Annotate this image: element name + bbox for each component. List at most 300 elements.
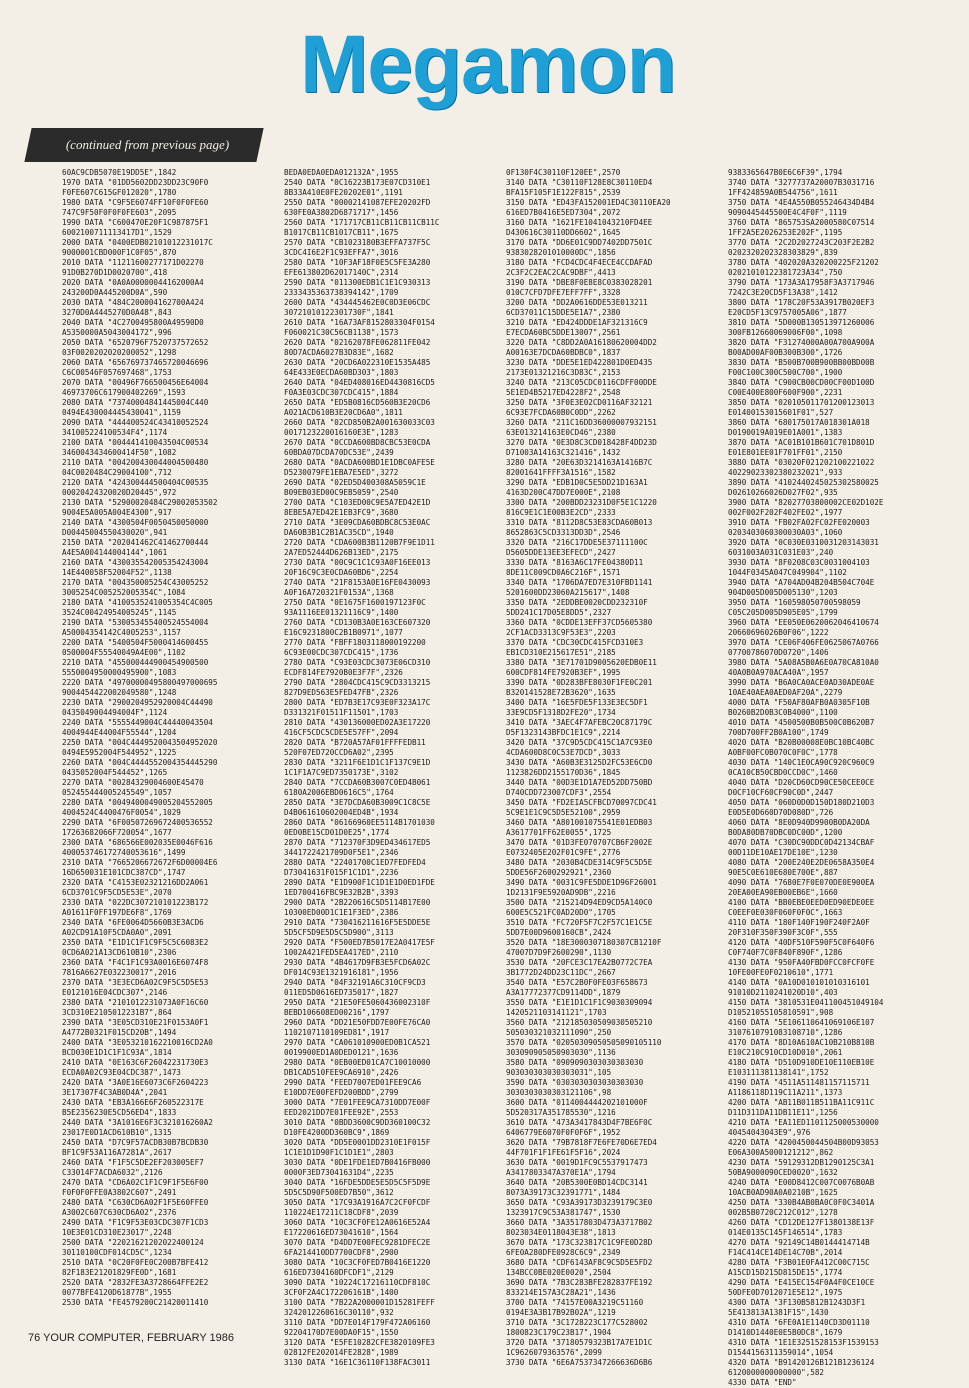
listing-line: 2110 DATA "004200430044004500480 xyxy=(62,458,209,467)
listing-line: 2010 DATA "11211600277171D02270 xyxy=(62,258,204,267)
listing-line: 3940 DATA "A704AD04B204B504C704E xyxy=(728,578,875,587)
listing-line: 50BA9000090CED0020",1632 xyxy=(728,1168,838,1177)
continued-text: (continued from previous page) xyxy=(65,137,230,152)
listing-line: F0A3E03CDC307CDC415",1884 xyxy=(284,388,399,397)
listing-line: D4B061610602004ED4B",1934 xyxy=(284,808,399,817)
listing-line: E17220616ED73041610",1564 xyxy=(284,1228,399,1237)
listing-line: 3870 DATA "AC01B101B601C701D801D xyxy=(728,438,875,447)
listing-line: B1017CB11CB1017CB11",1675 xyxy=(284,228,399,237)
listing-line: 2290 DATA "6F00507269672400536552 xyxy=(62,818,213,827)
listing-line: 616ED7304160DFCDF1",2129 xyxy=(284,1268,394,1277)
listing-line: 00D11DE10AE17DE10E",1230 xyxy=(728,848,838,857)
listing-line: 4160 DATA "5E106110641069106E107 xyxy=(728,1018,875,1027)
listing-line: 2860 DATA "06166960EE5114B1701030 xyxy=(284,818,435,827)
listing-line: 134BCC0BE020E0020",2504 xyxy=(506,1268,612,1277)
listing-line: 1800823C179C23B17",1904 xyxy=(506,1328,612,1337)
listing-line: 3242012260616C30110",932 xyxy=(284,1308,394,1317)
listing-line: E01E801EE01F701FF01",2150 xyxy=(728,448,843,457)
listing-line: 3340 DATA "1706DA7ED7E310FBD1141 xyxy=(506,578,653,587)
listing-line: 4250 DATA "330B4AB0BA0C0F0C3401A xyxy=(728,1198,875,1207)
listing-line: 3230 DATA "DDE5E1ED422801D0ED435 xyxy=(506,358,653,367)
listing-line: 3430 DATA "A60B3E3125D2FC53E6CD0 xyxy=(506,758,653,767)
listing-line: 46973706C617900402269",1593 xyxy=(62,388,186,397)
listing-line: 3330 DATA "8163A6C17FE04380D11 xyxy=(506,558,644,567)
listing-line: F0FE607C615GF012020",1780 xyxy=(62,188,177,197)
listing-line: 2250 DATA "004C4449520043504952020 xyxy=(62,738,218,747)
listing-line: 4290 DATA "E415EC154F0A4F0CE10CE xyxy=(728,1278,875,1287)
listing-line: 0194E3A3B17B92B02A",1219 xyxy=(506,1308,616,1317)
listing-line: 243200D0A445200D0A",590 xyxy=(62,288,168,297)
listing-line: 2680 DATA "0ACDA600BD1E1DBC0AFE5E xyxy=(284,458,435,467)
listing-line: A4772B0321F015CD20B",1494 xyxy=(62,1028,177,1037)
listing-line: 2330 DATA "022DC307210101223B172 xyxy=(62,898,209,907)
listing-line: E10DD7E00FEFD200BDD",2799 xyxy=(284,1088,399,1097)
listing-line: 2410 DATA "0E163C6F26042231730E3 xyxy=(62,1058,209,1067)
listing-line: 3880 DATA "03020F021202100221022 xyxy=(728,458,875,467)
listing-line: 2630 DATA "20CD6A022310E1535A485 xyxy=(284,358,431,367)
listing-line: 400053746172740053616",1499 xyxy=(62,848,186,857)
listing-line: C05C205D005D905E05",1799 xyxy=(728,608,838,617)
listing-line: 82001641FFFF3A1516",1582 xyxy=(506,468,616,477)
listing-line: A15CD15D215D815DE15",1774 xyxy=(728,1268,843,1277)
listing-line: 2660 DATA "02CD850B2A001630033C03 xyxy=(284,418,435,427)
listing-line: 2620 DATA "02162078FE062811FE042 xyxy=(284,338,431,347)
listing-line: D10521055105810591",908 xyxy=(728,1008,834,1017)
listing-line: 2600 DATA "434445462E0C0D3E06CDC xyxy=(284,298,431,307)
listing-line: 4240 DATA "E00D8412C007C0076B0AB xyxy=(728,1178,875,1187)
listing-line: 4270 DATA "92149C14B0144414714B xyxy=(728,1238,870,1247)
listing-line: 3200 DATA "DD2A0616DDE53E013211 xyxy=(506,298,648,307)
listing-line: E16C9231800C2B1B0971",1077 xyxy=(284,628,403,637)
listing-line: 33E9CD5F1318D2FE20",1734 xyxy=(506,708,616,717)
listing-line: 2890 DATA "E1D900F1C1D1E1D0ED1FDE xyxy=(284,878,435,887)
listing-line: 3180 DATA "FCD4CDC4F4ECE4CCDAFAD xyxy=(506,258,653,267)
listing-line: 4000 DATA "F50AF80AFB0A0305F10B xyxy=(728,698,870,707)
listing-line: 3210 DATA "ED424DDDE1AF321316C9 xyxy=(506,318,648,327)
listing-line: 2200 DATA "5400504F5000414600455 xyxy=(62,638,209,647)
listing-line: 1D2131F9E5920AD9DB",2216 xyxy=(506,888,616,897)
listing-line: 2580 DATA "10F3AF18F0E5C5FE3A280 xyxy=(284,258,431,267)
listing-line: 600CDF814FE7920B3EF",1995 xyxy=(506,668,621,677)
listing-line: 8B33A410E0FE20202E01",1191 xyxy=(284,188,403,197)
listing-line: 2670 DATA "0CCDA600BD8CBC53E0CDA xyxy=(284,438,431,447)
listing-line: A3002C607C630CD6A02",2376 xyxy=(62,1208,177,1217)
listing-line: 5550004950000495900",1083 xyxy=(62,668,177,677)
listing-line: 8DE11C009CD0A6C216F",1571 xyxy=(506,568,621,577)
listing-line: A1186118D119C11A211",1373 xyxy=(728,1088,843,1097)
listing-line: 616ED7B0416E5ED7304",2072 xyxy=(506,208,621,217)
listing-line: 3E17307F4C3AB0D4A",2041 xyxy=(62,1088,168,1097)
listing-line: 3590 DATA "0303030303030303030 xyxy=(506,1078,644,1087)
listing-line: 3820 DATA "F31274000A00A700A900A xyxy=(728,338,875,347)
listing-line: 8EBE5A7ED42E1EB3FC9",3680 xyxy=(284,508,399,517)
listing-line: 002B5B0720C212C012",1278 xyxy=(728,1208,838,1217)
listing-line: 3410 DATA "3AEC4F7AFEBC20C87179C xyxy=(506,718,653,727)
listing-line: 5D5CF5D9E5D5C5D900",3113 xyxy=(284,928,394,937)
listing-line: 2300 DATA "686566E002035E0046F616 xyxy=(62,838,213,847)
listing-line: B5E2356230E5CD56ED4",1833 xyxy=(62,1108,177,1117)
listing-line: 9090445445500E4C4F0F",1119 xyxy=(728,208,847,217)
listing-line: 3520 DATA "18E3000307180307CB1210F xyxy=(506,938,662,947)
listing-line: 4150 DATA "3810531E041100451049104 xyxy=(728,998,884,1007)
listing-line: 2610 DATA "16A73AF8152803304F0154 xyxy=(284,318,435,327)
listing-line: ECDA0A02C93E04CDC387",1473 xyxy=(62,1068,181,1077)
listing-line: 2370 DATA "3E3ECD6A02C9F5C5D5E53 xyxy=(62,978,209,987)
listing-line: 2080 DATA "73740004841445004C440 xyxy=(62,398,209,407)
listing-line: 14E440058F52004F52",1138 xyxy=(62,568,172,577)
listing-line: 1044F0345A047C049904",1102 xyxy=(728,568,847,577)
listing-line: 3650 DATA "C93A39173D3239179C3E0 xyxy=(506,1198,653,1207)
listing-line: 3360 DATA "0CDDE13EFF37CD5605380 xyxy=(506,618,653,627)
listing-line: 8073A39173C32391771",1484 xyxy=(506,1188,621,1197)
listing-line: 4310 DATA "1E1E3251528153F1539153 xyxy=(728,1338,879,1347)
listing-line: 4163D200C47DD7E000E",2108 xyxy=(506,488,621,497)
listing-line: B0DA80DB70DBC0DC00D",1200 xyxy=(728,828,843,837)
listing-line: 4CDA600D8C0C53E7DCD",3033 xyxy=(506,748,621,757)
listing-line: 2850 DATA "3E7DCDA60B3009C1C8C5E xyxy=(284,798,431,807)
listing-line: A50004354142C4005253",1157 xyxy=(62,628,181,637)
listing-line: 04C0020484C29004100",712 xyxy=(62,468,172,477)
listing-line: 80D7ACDA6027B3D83E",1682 xyxy=(284,348,394,357)
listing-line: D331321F01511F11501",1703 xyxy=(284,708,399,717)
listing-line: 2090 DATA "444400524C43410052524 xyxy=(62,418,209,427)
listing-line: 3120 DATA "E5FE10282CFE3820109FE3 xyxy=(284,1338,435,1347)
listing-line: 303090905050903030",1136 xyxy=(506,1048,616,1057)
listing-line: D5230079FE1EBA7E5ED",3272 xyxy=(284,468,399,477)
listing-line: BCD030E1D1C1F1C93A",1814 xyxy=(62,1048,172,1057)
listing-line: 3050 DATA "17C93A1916A7C2CF0FCDF xyxy=(284,1198,431,1207)
listing-line: 2310 DATA "7665206672672F6D00004E6 xyxy=(62,858,218,867)
listing-line: 0494E5952004F544952",1225 xyxy=(62,748,177,757)
listing-line: 2640 DATA "04ED408016ED4430816CD5 xyxy=(284,378,435,387)
listing-line: 2700 DATA "C103ED00C9E5A7ED42E1D xyxy=(284,498,431,507)
listing-line: 2500 DATA "22021621202022400124 xyxy=(62,1238,204,1247)
listing-line: ECDF814FE7920B0E3F7F",2326 xyxy=(284,668,403,677)
listing-line: 90E5C0E610E680E700E",887 xyxy=(728,868,838,877)
listing-line: 2160 DATA "430035542005354243004 xyxy=(62,558,209,567)
listing-line: 3540 DATA "E57C2B0F0FE03F658673 xyxy=(506,978,648,987)
listing-line: 0F130F4C30110F120EE",2570 xyxy=(506,168,621,177)
listing-line: 1002A421FED5EA417ED",2110 xyxy=(284,948,399,957)
listing-line: 3190 DATA "DBE8F0E8E8C0383028201 xyxy=(506,278,653,287)
listing-line: 02812FE202014FE2828",1989 xyxy=(284,1348,399,1357)
listing-line: 4100 DATA "BB0EBE0EED0ED90EDE0EE xyxy=(728,898,875,907)
listing-line: 63E013214163E0CD46",2380 xyxy=(506,428,616,437)
listing-line: 5201600DD23060A215617",1408 xyxy=(506,588,630,597)
listing-line: 82F183E21201829FE0D",1681 xyxy=(62,1268,177,1277)
listing-line: 4280 DATA "F3B01E0FA412C00C715C xyxy=(728,1258,870,1267)
listing-line: 3850 DATA "020105011701200123013 xyxy=(728,398,875,407)
listing-line: D0190019A019E01A001",1383 xyxy=(728,428,843,437)
listing-line: A021ACD610B3E20CD6A0",1811 xyxy=(284,408,403,417)
listing-line: 20EA00EA90EB00EB6E",1660 xyxy=(728,888,838,897)
listing-line: 0CD6A021A13CD610B10",2306 xyxy=(62,948,177,957)
listing-line: D1544156311359014",1054 xyxy=(728,1348,834,1357)
listing-line: 3550 DATA "E1E1D1C1F1C9030309094 xyxy=(506,998,653,1007)
listing-line: 3140 DATA "C30110F128E8C30110ED4 xyxy=(506,178,653,187)
listing-line: 3CDC4I6E2F1C93EFFA7",3016 xyxy=(284,248,399,257)
listing-line: 3070 DATA "D4DD7E00FEC9281DFEC2E xyxy=(284,1238,431,1247)
listing-line: 4110 DATA "180F140F190F240F2A0F xyxy=(728,918,870,927)
listing-line: 44F701F1F1FE61F5F16",2024 xyxy=(506,1148,621,1157)
listing-line: 5E413813A1381F15",1430 xyxy=(728,1308,829,1317)
listing-line: 2C3F2C2EAC2CAC9DBF",4413 xyxy=(506,268,616,277)
listing-line: 903030303030303031",105 xyxy=(506,1068,612,1077)
listing-line: D73041631F015F1C1D1",2236 xyxy=(284,868,399,877)
listing-line: 3480 DATA "2030B4CDE314C9F5C5D5E xyxy=(506,858,653,867)
listing-line: 2540 DATA "0C16223B173E07CD310E1 xyxy=(284,178,431,187)
listing-line: 3800 DATA "178C20F53A3917B020EF3 xyxy=(728,298,875,307)
listing-line: D10FE4200DD360BC9",1869 xyxy=(284,1128,390,1137)
listing-line: 2460 DATA "F1F5C5DE2EF203005EF7 xyxy=(62,1158,204,1167)
listing-line: 23017E0D1ACD610B10",1315 xyxy=(62,1128,172,1137)
listing-line: 1420521103141121",1703 xyxy=(506,1008,607,1017)
listing-line: 2830 DATA "3211F6E1D1C1F137C9E1D xyxy=(284,758,431,767)
listing-line: 4070 DATA "C30DC90DDC0D42134CBAF xyxy=(728,838,875,847)
listing-line: C0EEF0E030F060F0F0C",1663 xyxy=(728,908,843,917)
listing-line: 6C93E7FCDA60B0C0DD",2262 xyxy=(506,408,616,417)
listing-line: B00AD00AF00B300B300",1726 xyxy=(728,348,843,357)
listing-line: 827D9ED563E5FED47FB",2326 xyxy=(284,688,399,697)
listing-line: 3370 DATA "CDC30CDC415FCD310E3 xyxy=(506,638,644,647)
listing-line: 0017123220016160E3E",1283 xyxy=(284,428,399,437)
listing-line: 6CD37011C15DDE5E1A7",2380 xyxy=(506,308,621,317)
listing-line: 747C9F50F0F0F0FE603",2095 xyxy=(62,208,177,217)
listing-line: 002F002F202F402FE02",1977 xyxy=(728,508,843,517)
listing-line: 3730 DATA "6E6A7537347266636D6B6 xyxy=(506,1358,653,1367)
listing-line: 2170 DATA "004350005254C43005252 xyxy=(62,578,209,587)
listing-line: 5D5C5D90F500ED7B50",3612 xyxy=(284,1188,394,1197)
listing-line: 4090 DATA "7680E7F0E070DE0E900EA xyxy=(728,878,875,887)
listing-line: 30110100CDF014CD5C",1234 xyxy=(62,1248,172,1257)
listing-line: 3840 DATA "C900CB00CD00CF00D100D xyxy=(728,378,875,387)
listing-line: 3910 DATA "FB02FA02FC02FE020003 xyxy=(728,518,870,527)
listing-line: 3130 DATA "16E1C36110F138FAC3011 xyxy=(284,1358,431,1367)
listing-line: 1FF424859A0B544756",1611 xyxy=(728,188,838,197)
listing-line: 0435052004F544452",1265 xyxy=(62,768,168,777)
listing-line: 3740 DATA "3277737A20007B3031716 xyxy=(728,178,875,187)
listing-line: 3490 DATA "0031C9FE5DDE1D96F26001 xyxy=(506,878,657,887)
listing-line: 2930 DATA "4B4617D9FB3E5FCD6A02C xyxy=(284,958,431,967)
listing-line: DF014C93E1321916181",1956 xyxy=(284,968,399,977)
listing-line: E06A300A5000121212",862 xyxy=(728,1148,834,1157)
listing-line: 92204170D7E00DA0F15",1550 xyxy=(284,1328,399,1337)
listing-line: 3770 DATA "2C2D2027243C203F2E2B2 xyxy=(728,238,875,247)
listing-line: A4E5A004144004144",1061 xyxy=(62,548,168,557)
listing-line: 40229023302380232021",933 xyxy=(728,468,843,477)
listing-line: DB1CAD510FEE9CA6910",2426 xyxy=(284,1068,399,1077)
listing-line: 3950 DATA "160598050700598059 xyxy=(728,598,861,607)
listing-line: 6002100711113417D1",1529 xyxy=(62,228,172,237)
listing-line: 3280 DATA "20E63D3214163A1416B7C xyxy=(506,458,653,467)
listing-line: B09EB03ED00C9EB5059",2540 xyxy=(284,488,399,497)
listing-line: 4320 DATA "B91420126B121B1236124 xyxy=(728,1358,875,1367)
listing-line: D71003A14163C321416",1432 xyxy=(506,448,621,457)
listing-line: 2750 DATA "0E1675F1600197123F0C xyxy=(284,598,426,607)
listing-line: 3460043434600414F50",1082 xyxy=(62,448,177,457)
listing-line: 60BDA07DCDA70DC53E",2439 xyxy=(284,448,394,457)
listing-line: 1323917C9C53A381747",1530 xyxy=(506,1208,621,1217)
listing-line: A5350000A5043004172",996 xyxy=(62,328,172,337)
listing-line: 3720 DATA "37180579323B17A7E1D1C xyxy=(506,1338,653,1347)
listing-line: D11D311DA11DB11E11",1256 xyxy=(728,1108,838,1117)
listing-line: 2770 DATA "FBFF1803118000192200 xyxy=(284,638,426,647)
listing-line: 3080 DATA "10C3CF0FED7B0416E1220 xyxy=(284,1258,431,1267)
listing-line: 4004524C4400476F0054",1029 xyxy=(62,808,181,817)
listing-line: 0CA10CB50CBD0CCD0C",1460 xyxy=(728,768,838,777)
listing-line: 4120 DATA "40DF510F590F5C0F640F6 xyxy=(728,938,875,947)
listing-line: 2550 DATA "00002141087EFE20202FD xyxy=(284,198,431,207)
listing-line: D5F1323143BFDC1E1C9",2214 xyxy=(506,728,621,737)
listing-line: 5DDE56F2600292921",2360 xyxy=(506,868,612,877)
listing-line: 6FA214410DD7700CDF8",2900 xyxy=(284,1248,399,1257)
listing-line: 110224E17211C18CDF8",2039 xyxy=(284,1208,399,1217)
listing-line: 1FF2A5E2026253E202F",1195 xyxy=(728,228,843,237)
listing-line: 5C9E1E1C9C5D5E52100",2959 xyxy=(506,808,621,817)
listing-line: 3040 DATA "16FDE5DDE5E5D5C5F5D9E xyxy=(284,1178,431,1187)
listing-line: 3524C00424954005245",1145 xyxy=(62,608,177,617)
page-footer: 76 YOUR COMPUTER, FEBRUARY 1986 xyxy=(28,1332,235,1344)
listing-line: 4140 DATA "0A10D010101010316101 xyxy=(728,978,870,987)
listing-column-2 xyxy=(284,168,498,1367)
listing-line: 3980 DATA "5A08A5B0A6E0A70CA810A0 xyxy=(728,658,879,667)
listing-line: 2390 DATA "3E05CD310E21F0153A0F1 xyxy=(62,1018,209,1027)
listing-line: 3690 DATA "7B3C283BFE282837FE192 xyxy=(506,1278,653,1287)
listing-line: 2000 DATA "0400EDB02101012231017C xyxy=(62,238,213,247)
listing-line: 2740 DATA "21F8153A0E16FE0430093 xyxy=(284,578,431,587)
listing-line: 3710 DATA "3C1728223C177C528002 xyxy=(506,1318,648,1327)
listing-line: 1970 DATA "01DD5602DD23DD23C90F0 xyxy=(62,178,209,187)
listing-line: 10FE00FE0F0210610",1771 xyxy=(728,968,834,977)
listing-line: C33014F7ACDA6032",2126 xyxy=(62,1168,163,1177)
listing-line: F14C414CE14DE14C70B",2014 xyxy=(728,1248,843,1257)
listing-line: 40454043043E9",976 xyxy=(728,1128,811,1137)
listing-line: 3260 DATA "211C16DD36000007932151 xyxy=(506,418,657,427)
listing-line: 2480 DATA "C630CD6A02F1F5E60FFE0 xyxy=(62,1198,209,1207)
listing-line: 3990 DATA "B6A0CA0ACE0AD30ADE0AE xyxy=(728,678,875,687)
listing-line: D740CDD723007CDF3",2554 xyxy=(506,788,612,797)
listing-line: 2180 DATA "4100535241005354C4C005 xyxy=(62,598,213,607)
listing-line: 10AE40AEA0AED0AF20A",2279 xyxy=(728,688,843,697)
listing-line: 7816A6627E032230017",2016 xyxy=(62,968,177,977)
listing-line: 2230 DATA "2900204952920004C44490 xyxy=(62,698,213,707)
listing-line: 2130 DATA "52900020484C29002053502 xyxy=(62,498,218,507)
listing-line: 011ED5D0616ED735017",1827 xyxy=(284,988,399,997)
listing-line: 3620 DATA "79B7818F7E6FE70D6E7ED4 xyxy=(506,1138,657,1147)
listing-line: 3790 DATA "173A3A17958F3A3717946 xyxy=(728,278,875,287)
listing-line: 4230 DATA "59129312DB1290125C3A1 xyxy=(728,1158,875,1167)
listing-line: 3290 DATA "EDB1D0C5E5DD21D163A1 xyxy=(506,478,648,487)
listing-line: 4310 DATA "6FE0A1E1140CD3D01110 xyxy=(728,1318,870,1327)
listing-line: E103111381138141",1752 xyxy=(728,1068,829,1077)
listing-line: A01611F0FF197DE6F8",1769 xyxy=(62,908,172,917)
listing-line: 2333435363738394142",1709 xyxy=(284,288,399,297)
listing-line: 2530 DATA "FE4579200C21420011410 xyxy=(62,1298,209,1307)
listing-line: 341005224100534F4",1174 xyxy=(62,428,168,437)
listing-line: 3100 DATA "7B22A2000001D15281FEFF xyxy=(284,1298,435,1307)
listing-line: 2260 DATA "004C4444552004354445290 xyxy=(62,758,218,767)
listing-line: 520F07ED720CCD6A02",2395 xyxy=(284,748,394,757)
listing-line: E10C210C910CD10D010",2061 xyxy=(728,1048,843,1057)
listing-line: 2800 DATA "ED7B3E17C93E0F323A17C xyxy=(284,698,431,707)
listing-line: 3390 DATA "0D283BFE8030F1FE0C201 xyxy=(506,678,653,687)
listing-line: 2910 DATA "730416211616F5E5DDE5E xyxy=(284,918,431,927)
listing-line: 2510 DATA "0C20F0FE0C200B7BFE412 xyxy=(62,1258,209,1267)
listing-line: 2880 DATA "22401700C1ED7FEDFED4 xyxy=(284,858,426,867)
listing-line: 2340 DATA "6FE0064D5660B3E3ACD6 xyxy=(62,918,204,927)
listing-line: 3760 DATA "865753SA2000580C07514 xyxy=(728,218,875,227)
listing-line: EB1CD310E215617E51",2185 xyxy=(506,648,616,657)
listing-line: 50DFE0D7012071E5E12",1975 xyxy=(728,1288,843,1297)
listing-line: BEDA0EDA0EDA012132A",1955 xyxy=(284,168,399,177)
listing-line: 2490 DATA "F1C9F53E03CDC307F1CD3 xyxy=(62,1218,209,1227)
listing-line: 630FE0A3802D6871717",1456 xyxy=(284,208,399,217)
listing-line: 8023034E0118043E38",1813 xyxy=(506,1228,616,1237)
listing-line: 1C1F1A7C9ED7350173E",3102 xyxy=(284,768,399,777)
listing-column-4 xyxy=(728,168,942,1387)
listing-line: 0077BFE4120D61877B",1955 xyxy=(62,1288,172,1297)
listing-line: A0BF00FC0B070C0F0C",1778 xyxy=(728,748,838,757)
listing-line: 40A0B0A970ACA40A",1957 xyxy=(728,668,829,677)
listing-line: 3020 DATA "DD5E0001DD2310E1F015F xyxy=(284,1138,431,1147)
listing-line: E0121016E04CDC307",2146 xyxy=(62,988,168,997)
listing-line: 2240 DATA "5555449004C44440043504 xyxy=(62,718,213,727)
listing-line: D430616C30110DD6602",1645 xyxy=(506,228,621,237)
listing-line: 3530 DATA "20FCE3C17EA2B0772C7EA xyxy=(506,958,653,967)
listing-line: 6CD3701C9F5CD5E53E",2070 xyxy=(62,888,172,897)
listing-line: 2CF1ACD3313C9F53E3",2203 xyxy=(506,628,616,637)
listing-line: 2070 DATA "00496F766500456E64004 xyxy=(62,378,209,387)
listing-line: 5E1ED4B5217ED4228F2",2548 xyxy=(506,388,621,397)
listing-line: EED2021DD7E01FEE92E",2553 xyxy=(284,1108,399,1117)
listing-line: 4020 DATA "B20B00008E0BC10BC40BC xyxy=(728,738,875,747)
listing-line: 2690 DATA "02ED5D400308A5059C1E xyxy=(284,478,426,487)
listing-line: A00163E7DCDA60BDBC0",1837 xyxy=(506,348,621,357)
listing-line: 02021010122381723A34",750 xyxy=(728,268,843,277)
listing-line: 1980 DATA "C9F5E6074FF10F0F0FE60 xyxy=(62,198,209,207)
listing-line: F00C100C300C500C700",1900 xyxy=(728,368,843,377)
listing-line: 0019900ED1A0DED0121",1636 xyxy=(284,1048,399,1057)
listing-line: 2210 DATA "455000444900454900500 xyxy=(62,658,209,667)
listing-line: 2350 DATA "E1D1C1F1C9F5C5C6083E2 xyxy=(62,938,209,947)
listing-line: 4170 DATA "8D10A610AC10B210B810B xyxy=(728,1038,875,1047)
listing-line: 1102107110109ED81",1917 xyxy=(284,1028,390,1037)
listing-line: 2420 DATA "3A0E16E6073C6F2604223 xyxy=(62,1078,209,1087)
listing-line: 3440 DATA "00D3E1D1A7ED52DD750BD xyxy=(506,778,653,787)
listing-line: 1C9626079363576",2099 xyxy=(506,1348,603,1357)
listing-line: 2140 DATA "4300504F0050450050000 xyxy=(62,518,209,527)
listing-line: 2020 DATA "0A0A00000044162000A4 xyxy=(62,278,204,287)
listing-line: 2040 DATA "4C2700495800A49590D0 xyxy=(62,318,204,327)
listing-line: E7ECDA60BC5DDE13007",2561 xyxy=(506,328,621,337)
listing-line: 9004454422002049580",1248 xyxy=(62,688,177,697)
listing-line: 20F16C9C3E0CDA60BD6",2254 xyxy=(284,568,399,577)
listing-line: 2270 DATA "00284329004600E45470 xyxy=(62,778,204,787)
listing-line: 833214E157A3C28A21",1436 xyxy=(506,1288,616,1297)
listing-line: 4040 DATA "D20CD60CD90CE50CEE0CE xyxy=(728,778,875,787)
listing-line: A3417803347A370E1A",1794 xyxy=(506,1168,616,1177)
listing-line: 7242C3E20CD5F13A38",1412 xyxy=(728,288,838,297)
listing-line: 0203403060300030A03",1060 xyxy=(728,528,843,537)
listing-line: 2790 DATA "2804CDC415C9CD3313215 xyxy=(284,678,431,687)
listing-line: 4050 DATA "060D0D0D150D180D210D3 xyxy=(728,798,875,807)
listing-line: 3CF0F2A4C172206161B",1400 xyxy=(284,1288,399,1297)
listing-line: 6031003A031C031E03",240 xyxy=(728,548,834,557)
listing-line: 700D700FF2B0A100",1749 xyxy=(728,728,829,737)
listing-line: 3240 DATA "213C05CDC0116CDFF00DDE xyxy=(506,378,657,387)
listing-line: 1C1E1D1D90F1C1D1E1",2803 xyxy=(284,1148,394,1157)
listing-line: 2720 DATA "CDA600B3B1120B7F9E1D11 xyxy=(284,538,435,547)
